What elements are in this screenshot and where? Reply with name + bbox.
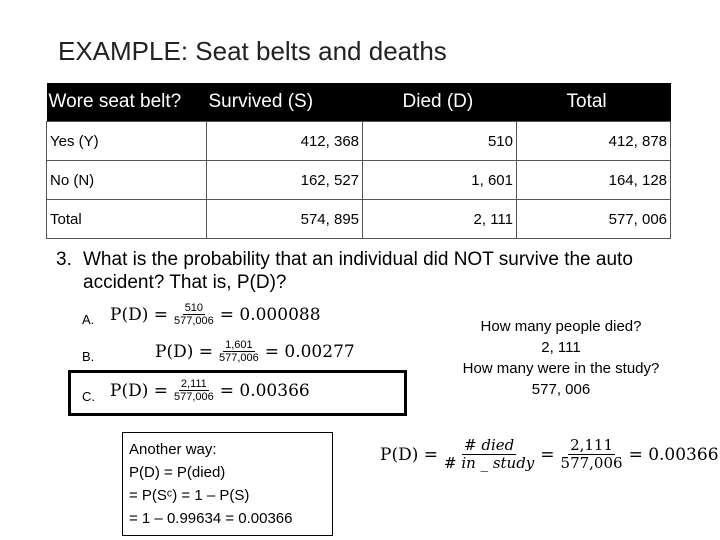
option-c-lhs: P(D) = (110, 380, 168, 401)
cell-survived: 574, 895 (207, 200, 363, 239)
option-b-denominator: 577,006 (218, 352, 259, 364)
cell-total: 412, 878 (517, 122, 671, 161)
cell-total: 164, 128 (517, 161, 671, 200)
formula-denominator-words: # in _ study (443, 454, 535, 472)
another-way-line: Another way: (129, 441, 217, 458)
formula-eq: = (540, 444, 555, 465)
option-b-rhs: = 0.00277 (264, 341, 355, 362)
header-wore-seat-belt: Wore seat belt? (47, 83, 207, 122)
formula-fraction-words (442, 437, 536, 472)
cell-died: 2, 111 (363, 200, 517, 239)
option-a-rhs: = 0.000088 (219, 304, 321, 325)
seatbelt-table (46, 83, 671, 239)
option-a-equation (110, 302, 321, 327)
row-label: Total (47, 200, 207, 239)
option-c-numerator: 2,111 (180, 378, 207, 390)
table-header-row (47, 83, 671, 122)
header-survived: Survived (S) (207, 83, 363, 122)
formula-denominator-number: 577,006 (560, 454, 623, 472)
option-c-fraction (172, 378, 216, 403)
slide-title: EXAMPLE: Seat belts and deaths (58, 36, 447, 66)
option-b-equation (155, 339, 355, 364)
row-label: Yes (Y) (47, 122, 207, 161)
option-a-numerator: 510 (184, 302, 204, 314)
option-c-denominator: 577,006 (173, 391, 214, 403)
option-a-denominator: 577,006 (173, 315, 214, 327)
option-a-label: A. (82, 312, 95, 327)
side-note-line: How many were in the study? (462, 360, 660, 377)
side-note (430, 316, 692, 400)
header-total: Total (517, 83, 671, 122)
cell-survived: 412, 368 (207, 122, 363, 161)
row-label: No (N) (47, 161, 207, 200)
option-c-rhs: = 0.00366 (219, 380, 310, 401)
side-note-line: How many people died? (480, 318, 642, 335)
question-number: 3. (56, 249, 72, 270)
option-b-label: B. (82, 349, 95, 364)
formula-rhs: = 0.00366 (628, 444, 719, 465)
option-b-numerator: 1,601 (225, 339, 253, 351)
another-way-line: P(D) = P(died) (129, 464, 226, 481)
formula-numerator-number: 2,111 (570, 436, 614, 454)
cell-died: 510 (363, 122, 517, 161)
probability-formula (380, 437, 719, 472)
cell-total: 577, 006 (517, 200, 671, 239)
another-way-line: = 1 – 0.99634 = 0.00366 (129, 510, 293, 527)
header-died: Died (D) (363, 83, 517, 122)
question-text: What is the probability that an individual did NOT survive the auto accident? That is, P(D)? (83, 249, 633, 293)
option-c-label: C. (82, 389, 95, 404)
another-way-box (122, 432, 333, 536)
formula-fraction-numbers (559, 437, 625, 472)
table-row (47, 200, 671, 239)
formula-lhs: P(D) = (380, 444, 438, 465)
option-b-fraction (217, 339, 261, 364)
side-note-line: 2, 111 (541, 339, 581, 356)
option-a-lhs: P(D) = (110, 304, 168, 325)
table-row (47, 122, 671, 161)
side-note-line: 577, 006 (531, 381, 591, 398)
cell-survived: 162, 527 (207, 161, 363, 200)
option-b-lhs: P(D) = (155, 341, 213, 362)
table-row (47, 161, 671, 200)
question-3 (56, 248, 656, 294)
another-way-line: = P(Sᶜ) = 1 – P(S) (129, 487, 250, 504)
cell-died: 1, 601 (363, 161, 517, 200)
formula-numerator-words: # died (464, 436, 515, 454)
option-c-equation (110, 378, 310, 403)
option-a-fraction (172, 302, 216, 327)
